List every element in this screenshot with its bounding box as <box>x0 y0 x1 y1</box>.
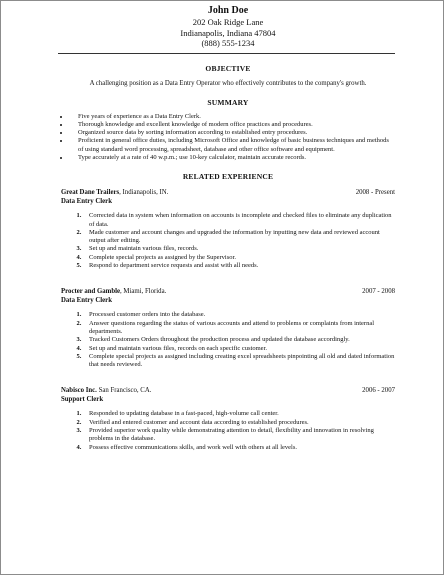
summary-item: • Five years of experience as a Data Entry Clerk. <box>70 113 395 121</box>
summary-item: • Proficient in general office duties, including Microsoft Office and knowledge of basic business techniques and methods of using standard word processing, spreadsheet, database and other office software and equipment. <box>70 137 395 154</box>
summary-heading: SUMMARY <box>207 97 249 107</box>
company-name: Great Dane Trailers <box>61 189 120 197</box>
duties-list <box>61 410 395 451</box>
duty-item: 4. Set up and maintain various files, records on each specific customer. <box>83 345 395 353</box>
job-employer <box>61 189 168 198</box>
company-name: Nabisco Inc. <box>61 387 97 395</box>
summary-item: • Type accurately at a rate of 40 w.p.m.; use 10-key calculator, maintain accurate records. <box>70 154 395 162</box>
experience-heading: RELATED EXPERIENCE <box>182 172 274 182</box>
resume-header <box>61 5 395 49</box>
duty-item: 3. Provided superior work quality while demonstrating attention to detail, flexibility and innovation in resolving problems in the database. <box>83 427 395 444</box>
duty-item: 3. Tracked Customers Orders throughout the production process and updated the database accordingly. <box>83 336 395 344</box>
job-employer <box>61 387 151 396</box>
company-location: , Indianapolis, IN. <box>119 189 169 197</box>
summary-list <box>61 113 395 163</box>
header-divider <box>58 53 395 54</box>
job-dates: 2008 - Present <box>355 189 395 197</box>
job-header <box>61 288 395 297</box>
duty-item: 1. Responded to updating database in a fast-paced, high-volume call center. <box>83 410 395 418</box>
summary-item: • Organized source data by sorting information according to established entry procedures. <box>70 129 395 137</box>
objective-text: A challenging position as a Data Entry Operator who effectively contributes to the company's growth. <box>89 79 367 87</box>
duty-item: 2. Made customer and account changes and upgraded the information by inputting new data and reviewed account output after editing. <box>83 229 395 246</box>
duties-list <box>61 212 395 270</box>
summary-item: • Thorough knowledge and excellent knowledge of modern office practices and procedures. <box>70 121 395 129</box>
duty-item: 2. Verified and entered customer and account data according to established procedures. <box>83 419 395 427</box>
company-name: Procter and Gamble <box>61 288 121 296</box>
job-entry-great-dane <box>61 189 395 270</box>
job-dates: 2007 - 2008 <box>362 288 395 296</box>
duty-item: 2. Answer questions regarding the status of various accounts and attend to problems or complaints from internal departments. <box>83 320 395 337</box>
job-title: Support Clerk <box>61 395 104 403</box>
job-entry-procter-gamble <box>61 288 395 369</box>
phone-number: (888) 555-1234 <box>201 38 255 48</box>
duty-item: 3. Set up and maintain various files, records. <box>83 245 395 253</box>
job-title: Data Entry Clerk <box>61 296 112 304</box>
duty-item: 1. Processed customer orders into the database. <box>83 311 395 319</box>
job-header <box>61 387 395 396</box>
job-header <box>61 189 395 198</box>
objective-heading: OBJECTIVE <box>205 63 251 73</box>
duty-item: 4. Possess effective communications skills, and work well with others at all levels. <box>83 444 395 452</box>
job-employer <box>61 288 166 297</box>
job-dates: 2006 - 2007 <box>362 387 395 395</box>
city-state-zip: Indianapolis, Indiana 47804 <box>180 27 276 38</box>
candidate-name: John Doe <box>207 5 249 16</box>
duties-list <box>61 311 395 369</box>
company-location: , Miami, Florida. <box>120 288 167 296</box>
duty-item: 5. Complete special projects as assigned including creating excel spreadsheets pinpointing all old and dated information that needs reviewed. <box>83 353 395 370</box>
job-title: Data Entry Clerk <box>61 197 112 205</box>
street-address: 202 Oak Ridge Lane <box>192 17 264 27</box>
duty-item: 4. Complete special projects as assigned by the Supervisor. <box>83 254 395 262</box>
company-location: San Francisco, CA. <box>96 387 152 395</box>
duty-item: 1. Corrected data in system when information on accounts is incomplete and checked files to eliminate any duplication of data. <box>83 212 395 229</box>
duty-item: 5. Respond to department service requests and assist with all needs. <box>83 262 395 270</box>
job-entry-nabisco <box>61 387 395 451</box>
